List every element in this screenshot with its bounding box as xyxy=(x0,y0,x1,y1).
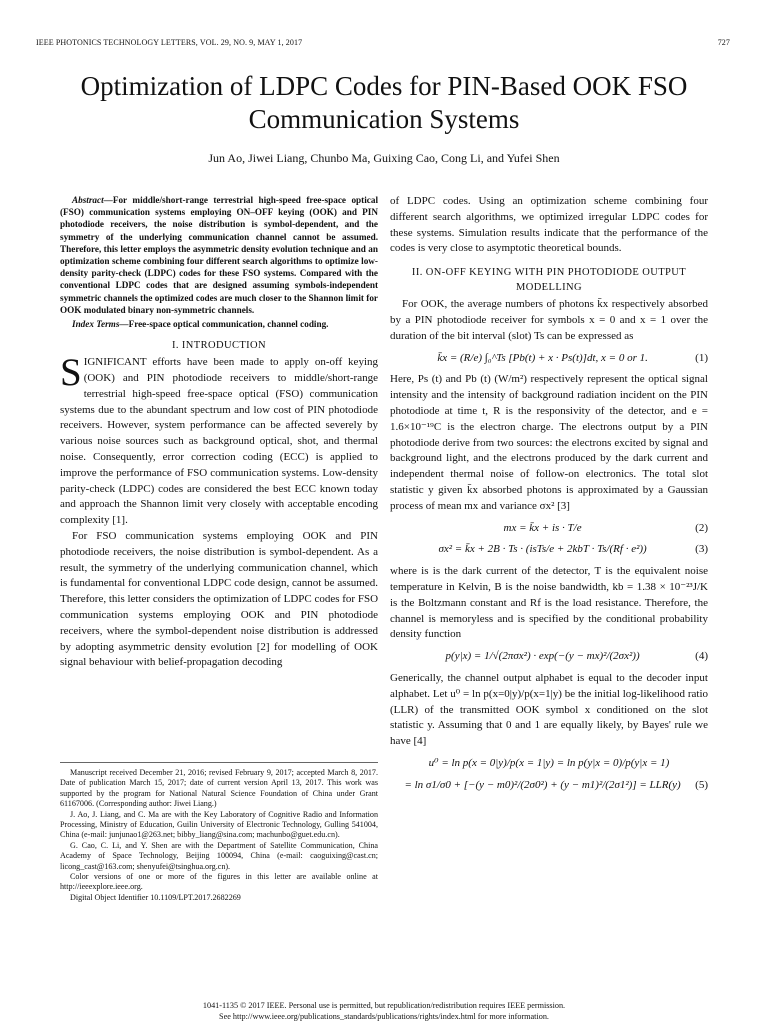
equation-5a-body: u⁰ = ln p(x = 0|y)/p(x = 1|y) = ln p(y|x = 0)/p(y|x = 1) xyxy=(428,756,670,769)
equation-2 xyxy=(390,521,708,537)
right-paragraph-2: Here, Ps (t) and Pb (t) (W/m²) respectively represent the optical signal intensity and the intensity of background radiation incident on the PIN photodiode at time t, R is the responsivity of the detector, and e = 1.6×10⁻¹⁹C is the electron charge. The electrons output by a PIN photodiode derive from two sources: the electrons excited by signal and background light, and the electrons produced by the dark current and independent thermal noise of follow-on electronics. The total slot statistic y given k̄x absorbed photons is approximated by a Gaussian process of mean mx and variance σx² [3] xyxy=(390,373,708,512)
footnote-affiliation-1: J. Ao, J. Liang, and C. Ma are with the Key Laboratory of Cognitive Radio and Information Processing, Ministry of Education, Guilin University of Electronic Technology, Gulling 541004, China (e-mail: junjunao1@263.net; bibby_liang@sina.com; machunbo@guet.edu.cn). xyxy=(60,809,378,840)
footnotes xyxy=(60,768,378,903)
equation-5b xyxy=(390,778,708,794)
index-terms xyxy=(60,318,378,330)
running-header: IEEE PHOTONICS TECHNOLOGY LETTERS, VOL. 29, NO. 9, MAY 1, 2017 xyxy=(36,38,303,47)
drop-cap: S xyxy=(60,351,82,395)
equation-3-number: (3) xyxy=(695,543,708,556)
right-column xyxy=(390,194,708,800)
page-number: 727 xyxy=(717,38,730,47)
equation-5b-body: = ln σ1/σ0 + [−(y − m0)²/(2σ0²) + (y − m1)²/(2σ1²)] = LLR(y) xyxy=(404,778,681,791)
right-paragraph-3: where is is the dark current of the detector, T is the equivalent noise temperature in Kelvin, B is the noise bandwidth, kb = 1.38 × 10⁻²³J/K is the Boltzmann constant and Rf is the load resistance. Therefore, the channel is memoryless and is specified by the conditional probability density function xyxy=(390,565,708,641)
equation-2-body: mx = k̄x + is · T/e xyxy=(503,521,582,534)
equation-1-number: (1) xyxy=(695,351,708,364)
intro-paragraph-1 xyxy=(60,351,378,529)
author-list: Jun Ao, Jiwei Liang, Chunbo Ma, Guixing Cao, Cong Li, and Yufei Shen xyxy=(208,151,560,165)
right-paragraph-1: For OOK, the average numbers of photons k̄x respectively absorbed by a PIN photodiode receiver for symbols x = 0 and x = 1 over the duration of the bit interval (slot) Ts can be expressed as xyxy=(390,298,708,342)
equation-3-body: σx² = k̄x + 2B · Ts · (isTs/e + 2kbT · Ts/(Rf · e²)) xyxy=(438,543,647,556)
equation-5a xyxy=(390,756,708,772)
equation-4-number: (4) xyxy=(695,650,708,663)
footnote-color: Color versions of one or more of the figures in this letter are available online at http://ieeexplore.ieee.org. xyxy=(60,872,378,892)
left-column xyxy=(60,194,378,671)
section-heading-introduction: I. INTRODUCTION xyxy=(171,340,267,352)
copyright-notice xyxy=(0,1000,768,1022)
copyright-line-2: See http://www.ieee.org/publications_standards/publications/rights/index.html for more information. xyxy=(219,1012,549,1021)
abstract-text: For middle/short-range terrestrial high-speed free-space optical (FSO) communication systems employing ON–OFF keying (OOK) and PIN photodiode receivers, the noise distribution is symbol-dependent, and the symmetry of the underlying communication channel cannot be assumed. Therefore, this letter employs the asymmetric density evolution technique and an optimization scheme combining four different search algorithms to optimize low-density parity-check (LDPC) codes for these FSO systems. Compared with the conventional LDPC codes that are designed assuming symbols-independent symmetric channels the optimized codes are much closer to the Shannon limit for OOK modulated binary non-symmetric channels. xyxy=(60,195,378,315)
equation-4-body: p(y|x) = 1/√(2πσx²) · exp(−(y − mx)²/(2σx²)) xyxy=(445,650,640,663)
right-paragraph-0: of LDPC codes. Using an optimization scheme combining four different search algorithms, we optimized irregular LDPC codes for these systems. Simulation results indicate that the performance of the codes is very close to asymptotic theoretical bounds. xyxy=(390,195,708,255)
footnote-manuscript: Manuscript received December 21, 2016; revised February 9, 2017; accepted March 8, 2017. Date of publication March 15, 2017; date of current version April 13, 2017. This work was supported by the program for National Natural Science Foundation of China under Grant 61167006. (Corresponding author: Jiwei Liang.) xyxy=(60,768,378,809)
equation-1-body: k̄x = (R/e) ∫₀^Ts [Pb(t) + x · Ps(t)]dt, x = 0 or 1. xyxy=(437,351,648,364)
copyright-line-1: 1041-1135 © 2017 IEEE. Personal use is permitted, but republication/redistribution requires IEEE permission. xyxy=(202,1001,566,1010)
section-heading-ook: II. ON-OFF KEYING WITH PIN PHOTODIODE OUTPUT MODELLING xyxy=(411,267,687,294)
equation-5-number: (5) xyxy=(695,778,708,791)
index-terms-text: Free-space optical communication, channel coding. xyxy=(128,319,329,330)
equation-4 xyxy=(390,649,708,665)
paper-title: Optimization of LDPC Codes for PIN-Based OOK FSO Communication Systems xyxy=(80,71,688,134)
equation-3 xyxy=(390,542,708,558)
equation-2-number: (2) xyxy=(695,521,708,534)
footnote-affiliation-2: G. Cao, C. Li, and Y. Shen are with the Department of Satellite Communication, China Academy of Space Technology, Beijing 100094, China (e-mail: caoguixing@cast.cn; licong_cast@163.com; shenyufei@tsinghua.org.cn). xyxy=(60,840,378,871)
abstract xyxy=(60,194,378,316)
intro-paragraph-2: For FSO communication systems employing OOK and PIN photodiode receivers, the noise distribution is symbol-dependent. As a result, the symmetry of the underlying communication channel, which is fundamental for conventional LDPC code design, cannot be assumed. Therefore, this letter considers the optimization of LDPC codes for FSO communication systems employing OOK and PIN photodiode receivers, where the symbol-dependent noise distribution is addressed by adopting asymmetric density evolution [2] for modelling of OOK signal behaviour with belief-propagation decoding xyxy=(60,530,379,669)
right-paragraph-4: Generically, the channel output alphabet is equal to the decoder input alphabet. Let u⁰ = ln p(x=0|y)/p(x=1|y) be the initial log-likelihood ratio (LLR) of the transmitted OOK symbol x conditioned on the slot statistic y. Assuming that 0 and 1 are equally likely, by Bayes' rule we have [4] xyxy=(390,671,708,748)
equation-1 xyxy=(390,351,708,367)
footnote-rule xyxy=(60,762,378,763)
index-terms-label: Index Terms— xyxy=(72,319,129,330)
footnote-doi: Digital Object Identifier 10.1109/LPT.2017.2682269 xyxy=(70,892,241,902)
abstract-label: Abstract— xyxy=(72,195,113,205)
intro-paragraph-1-text: IGNIFICANT efforts have been made to apply on-off keying (OOK) and PIN photodiode receivers to middle/short-range terrestrial high-speed free-space optical (FSO) communication systems due to the abundant spectrum and low cost of PIN photodiode receivers. However, system performance can be affected severely by various noise sources such as background optical, shot, and thermal noise. Consequently, error correction coding (ECC) is applied to improve the performance of FSO communication systems. Low-density parity-check (LDPC) codes are considered the best ECC known today and approach the Shannon limit very closely with acceptable encoding complexity [1]. xyxy=(60,356,378,527)
